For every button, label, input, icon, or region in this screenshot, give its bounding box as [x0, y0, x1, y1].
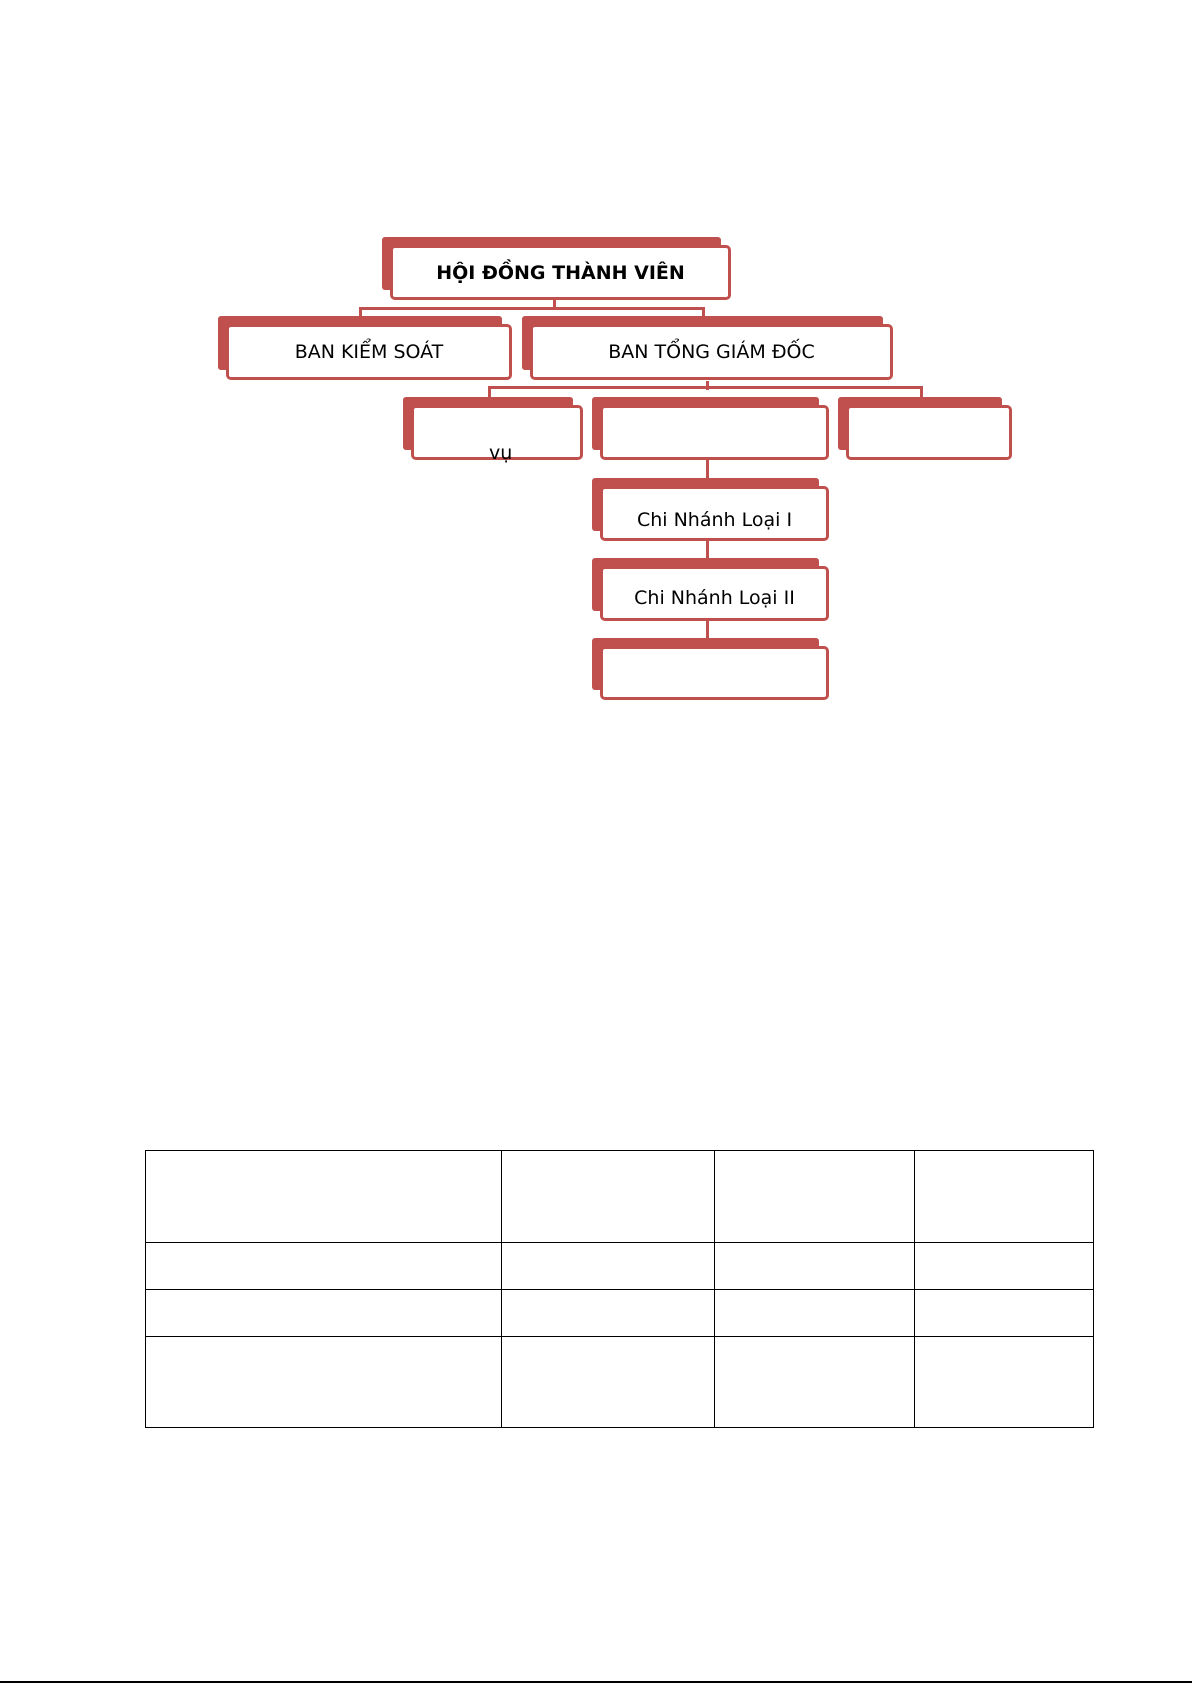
- connector: [488, 386, 922, 389]
- footer-divider: [0, 1681, 1192, 1683]
- node-department-middle: [600, 405, 829, 460]
- table-row: [146, 1151, 1094, 1243]
- table-cell: [715, 1290, 915, 1337]
- node-label: [600, 405, 829, 460]
- table-cell: [715, 1151, 915, 1243]
- table-cell: [502, 1243, 715, 1290]
- table-row: [146, 1290, 1094, 1337]
- table-row: [146, 1243, 1094, 1290]
- node-label: BAN TỔNG GIÁM ĐỐC: [530, 324, 893, 380]
- table-cell: [146, 1337, 502, 1428]
- table-cell: [915, 1337, 1094, 1428]
- node-label: BAN KIỂM SOÁT: [226, 324, 512, 380]
- data-table: [145, 1150, 1094, 1428]
- node-chi-nhanh-loai-2: [600, 566, 829, 621]
- table-cell: [502, 1290, 715, 1337]
- node-label: vụ: [489, 442, 513, 464]
- node-department-right: [846, 405, 1012, 460]
- node-ban-tong-giam-doc: [530, 324, 893, 380]
- table-cell: [715, 1243, 915, 1290]
- node-hoi-dong-thanh-vien: [390, 245, 731, 300]
- table-cell: [146, 1151, 502, 1243]
- table-cell: [715, 1337, 915, 1428]
- table-cell: [915, 1290, 1094, 1337]
- table-cell: [146, 1290, 502, 1337]
- node-chi-nhanh-loai-1: [600, 486, 829, 541]
- table-cell: [915, 1243, 1094, 1290]
- table-row: [146, 1337, 1094, 1428]
- connector: [359, 307, 704, 310]
- node-department-left: [411, 405, 583, 464]
- table-cell: [915, 1151, 1094, 1243]
- table-cell: [502, 1151, 715, 1243]
- node-ban-kiem-soat: [226, 324, 512, 380]
- node-label: [846, 405, 1012, 460]
- node-label: Chi Nhánh Loại II: [600, 566, 829, 621]
- table-cell: [502, 1337, 715, 1428]
- node-label: Chi Nhánh Loại I: [600, 486, 829, 541]
- node-label: HỘI ĐỒNG THÀNH VIÊN: [390, 245, 731, 300]
- node-branch-3: [600, 646, 829, 700]
- node-label: [600, 646, 829, 700]
- table-cell: [146, 1243, 502, 1290]
